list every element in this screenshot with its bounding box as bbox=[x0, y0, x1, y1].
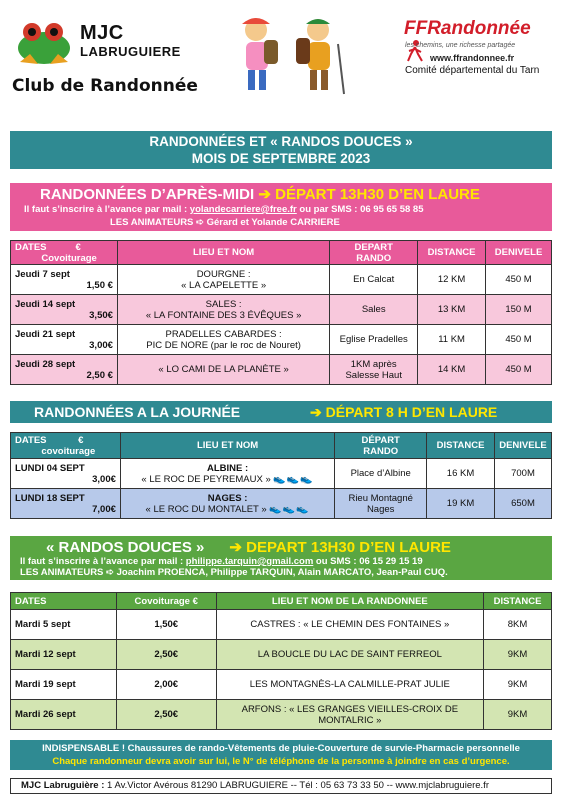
row-denivele: 150 M bbox=[486, 295, 552, 325]
row-price: 3,00€ bbox=[92, 473, 116, 485]
row-price: 7,00€ bbox=[92, 503, 116, 515]
table-row bbox=[11, 610, 552, 640]
col-distance: DISTANCE bbox=[418, 241, 486, 265]
row-lieu-title: NAGES : bbox=[207, 492, 248, 504]
section3-sms: ou SMS : 06 15 29 15 19 bbox=[313, 556, 423, 567]
arrow-right-icon: ➔ bbox=[310, 404, 322, 420]
row-date: LUNDI 18 SEPT bbox=[15, 492, 85, 504]
ffr-comite: Comité départemental du Tarn bbox=[405, 65, 540, 76]
row-date: Jeudi 7 sept bbox=[15, 268, 70, 280]
table-row: Mardi 26 sept 2,50€ ARFONS : « LES GRANGES VIEILLES-CROIX DE MONTALRIC » 9KM bbox=[11, 700, 552, 730]
row-date: Mardi 5 sept bbox=[11, 610, 117, 640]
section3-email-link[interactable]: philippe.tarquin@gmail.com bbox=[185, 556, 314, 567]
mjc-subtitle: LABRUGUIERE bbox=[80, 44, 181, 59]
row-date: Mardi 19 sept bbox=[11, 670, 117, 700]
section3-animateurs: LES ANIMATEURS ➪ Joachim PROENCA, Philippe TARQUIN, Alain MARCATO, Jean-Paul CUQ. bbox=[20, 567, 448, 578]
table-row: Jeudi 7 sept 1,50 € DOURGNE : « LA CAPELETTE » En Calcat 12 KM 450 M bbox=[11, 265, 552, 295]
section3-depart: DEPART 13H30 D’EN LAURE bbox=[246, 539, 451, 556]
row-distance: 9KM bbox=[484, 670, 552, 700]
row-denivele: 700M bbox=[495, 459, 552, 489]
boots-icon: 👟👟👟 bbox=[269, 503, 310, 515]
row-depart: En Calcat bbox=[330, 265, 418, 295]
col-covoiturage: Covoiturage € bbox=[116, 593, 216, 610]
section1-depart: DÉPART 13H30 D’EN LAURE bbox=[275, 186, 480, 203]
row-distance: 13 KM bbox=[418, 295, 486, 325]
section-douces-header bbox=[10, 536, 552, 580]
row-price: 2,50 € bbox=[86, 369, 113, 381]
footer-org: MJC Labruguière : bbox=[21, 780, 105, 791]
col-denivele: DENIVELE bbox=[486, 241, 552, 265]
row-date: LUNDI 04 SEPT bbox=[15, 462, 85, 474]
row-distance: 9KM bbox=[484, 700, 552, 730]
row-price: 1,50 € bbox=[86, 279, 113, 291]
row-distance: 16 KM bbox=[427, 459, 495, 489]
ffr-url[interactable]: www.ffrandonnee.fr bbox=[430, 53, 515, 63]
row-lieu: LES MONTAGNÈS-LA CALMILLE-PRAT JULIE bbox=[216, 670, 483, 700]
section1-email-link[interactable]: yolandecarriere@free.fr bbox=[189, 204, 297, 215]
section1-title: RANDONNÉES D’APRÈS-MIDI bbox=[40, 186, 255, 203]
row-distance: 14 KM bbox=[418, 355, 486, 385]
row-lieu: « LE ROC DE PEYREMAUX » bbox=[141, 473, 271, 485]
table-row bbox=[11, 459, 552, 489]
row-denivele: 450 M bbox=[486, 325, 552, 355]
section1-animateurs: LES ANIMATEURS ➪ Gérard et Yolande CARRIERE bbox=[110, 217, 340, 228]
col-dates: DATES € Covoiturage bbox=[11, 241, 118, 265]
section2-title: RANDONNÉES A LA JOURNÉE bbox=[34, 404, 241, 420]
footer bbox=[10, 778, 552, 794]
section2-depart: DÉPART 8 H D’EN LAURE bbox=[325, 404, 498, 420]
mjc-title: MJC bbox=[80, 22, 124, 44]
col-denivele: DENIVELE bbox=[495, 433, 552, 459]
equipment-notice bbox=[10, 740, 552, 770]
table-header-row bbox=[11, 433, 552, 459]
table-row: Jeudi 21 sept 3,00€ PRADELLES CABARDES : PIC DE NORE (par le roc de Nouret) Eglise Pradelles 11 KM 450 M bbox=[11, 325, 552, 355]
table-row: Jeudi 14 sept 3,50€ SALES : « LA FONTAINE DES 3 ÉVÊQUES » Sales 13 KM 150 M bbox=[11, 295, 552, 325]
section3-inscription: Il faut s’inscrire à l’avance par mail : bbox=[20, 556, 186, 567]
row-distance: 19 KM bbox=[427, 489, 495, 519]
section-day-header bbox=[10, 401, 552, 423]
table-row bbox=[11, 640, 552, 670]
table-header-row bbox=[11, 241, 552, 265]
row-depart: Eglise Pradelles bbox=[330, 325, 418, 355]
row-price: 1,50€ bbox=[116, 610, 216, 640]
boots-icon: 👟👟👟 bbox=[273, 473, 314, 485]
frog-logo-icon bbox=[14, 18, 74, 70]
section3-title: « RANDOS DOUCES » bbox=[46, 539, 205, 556]
arrow-right-icon: ➔ bbox=[229, 539, 242, 556]
notice-line2: Chaque randonneur devra avoir sur lui, le N° de téléphone de la personne à joindre en cas d’urgence. bbox=[52, 756, 510, 767]
row-distance: 8KM bbox=[484, 610, 552, 640]
row-price: 2,00€ bbox=[116, 670, 216, 700]
row-distance: 9KM bbox=[484, 640, 552, 670]
footer-address: 1 Av.Victor Avérous 81290 LABRUGUIERE -- Tél : 05 63 73 33 50 -- www.mjclabruguiere.fr bbox=[104, 780, 489, 791]
row-lieu: « LO CAMI DE LA PLANÈTE » bbox=[117, 355, 329, 385]
row-denivele: 450 M bbox=[486, 355, 552, 385]
table-row bbox=[11, 670, 552, 700]
row-denivele: 650M bbox=[495, 489, 552, 519]
row-depart: Sales bbox=[330, 295, 418, 325]
hikers-illustration-icon bbox=[220, 14, 360, 98]
col-lieu: LIEU ET NOM bbox=[120, 433, 334, 459]
banner-line2: MOIS DE SEPTEMBRE 2023 bbox=[191, 151, 371, 166]
col-lieu: LIEU ET NOM DE LA RANDONNEE bbox=[216, 593, 483, 610]
col-distance: DISTANCE bbox=[484, 593, 552, 610]
row-denivele: 450 M bbox=[486, 265, 552, 295]
col-dates: DATES bbox=[11, 593, 117, 610]
col-dates: DATES € covoiturage bbox=[11, 433, 121, 459]
row-date: Mardi 12 sept bbox=[11, 640, 117, 670]
row-date: Jeudi 21 sept bbox=[15, 328, 76, 340]
col-depart: DEPART RANDO bbox=[330, 241, 418, 265]
row-lieu: CASTRES : « LE CHEMIN DES FONTAINES » bbox=[216, 610, 483, 640]
club-title: Club de Randonnée bbox=[12, 76, 198, 96]
afternoon-table bbox=[10, 240, 552, 385]
col-distance: DISTANCE bbox=[427, 433, 495, 459]
row-date: Jeudi 28 sept bbox=[15, 358, 76, 370]
banner-line1: RANDONNÉES ET « RANDOS DOUCES » bbox=[149, 134, 413, 149]
section1-inscription: Il faut s’inscrire à l’avance par mail : bbox=[24, 204, 190, 215]
row-date: Mardi 26 sept bbox=[11, 700, 117, 730]
day-table bbox=[10, 432, 552, 519]
col-lieu: LIEU ET NOM bbox=[117, 241, 329, 265]
table-row: Jeudi 28 sept 2,50 € « LO CAMI DE LA PLANÈTE » 1KM après Salesse Haut 14 KM 450 M bbox=[11, 355, 552, 385]
title-banner bbox=[10, 131, 552, 169]
row-price: 3,50€ bbox=[89, 309, 113, 321]
ffr-tagline: les chemins, une richesse partagée bbox=[405, 42, 516, 49]
table-row: LUNDI 18 SEPT 7,00€ NAGES : « LE ROC DU MONTALET » 👟👟👟 Rieu Montagné Nages 19 KM 650M bbox=[11, 489, 552, 519]
row-price: 2,50€ bbox=[116, 700, 216, 730]
row-price: 2,50€ bbox=[116, 640, 216, 670]
row-lieu: « LE ROC DU MONTALET » bbox=[145, 503, 267, 515]
row-lieu-title: ALBINE : bbox=[207, 462, 249, 474]
section1-sms: ou par SMS : 06 95 65 58 85 bbox=[296, 204, 424, 215]
ffr-brand: FFRandonnée bbox=[404, 18, 531, 39]
notice-line1: INDISPENSABLE ! Chaussures de rando-Vêtements de pluie-Couverture de survie-Pharmacie personnelle bbox=[42, 743, 520, 754]
row-date: Jeudi 14 sept bbox=[15, 298, 76, 310]
row-depart: Place d’Albine bbox=[335, 459, 427, 489]
section-afternoon-header bbox=[10, 183, 552, 231]
row-price: 3,00€ bbox=[89, 339, 113, 351]
ffrandonnee-logo bbox=[404, 18, 544, 56]
table-header-row bbox=[11, 593, 552, 610]
row-lieu: LA BOUCLE DU LAC DE SAINT FERREOL bbox=[216, 640, 483, 670]
douces-table bbox=[10, 592, 552, 730]
row-distance: 12 KM bbox=[418, 265, 486, 295]
arrow-right-icon: ➔ bbox=[258, 186, 271, 203]
row-distance: 11 KM bbox=[418, 325, 486, 355]
col-depart: DÉPART RANDO bbox=[335, 433, 427, 459]
